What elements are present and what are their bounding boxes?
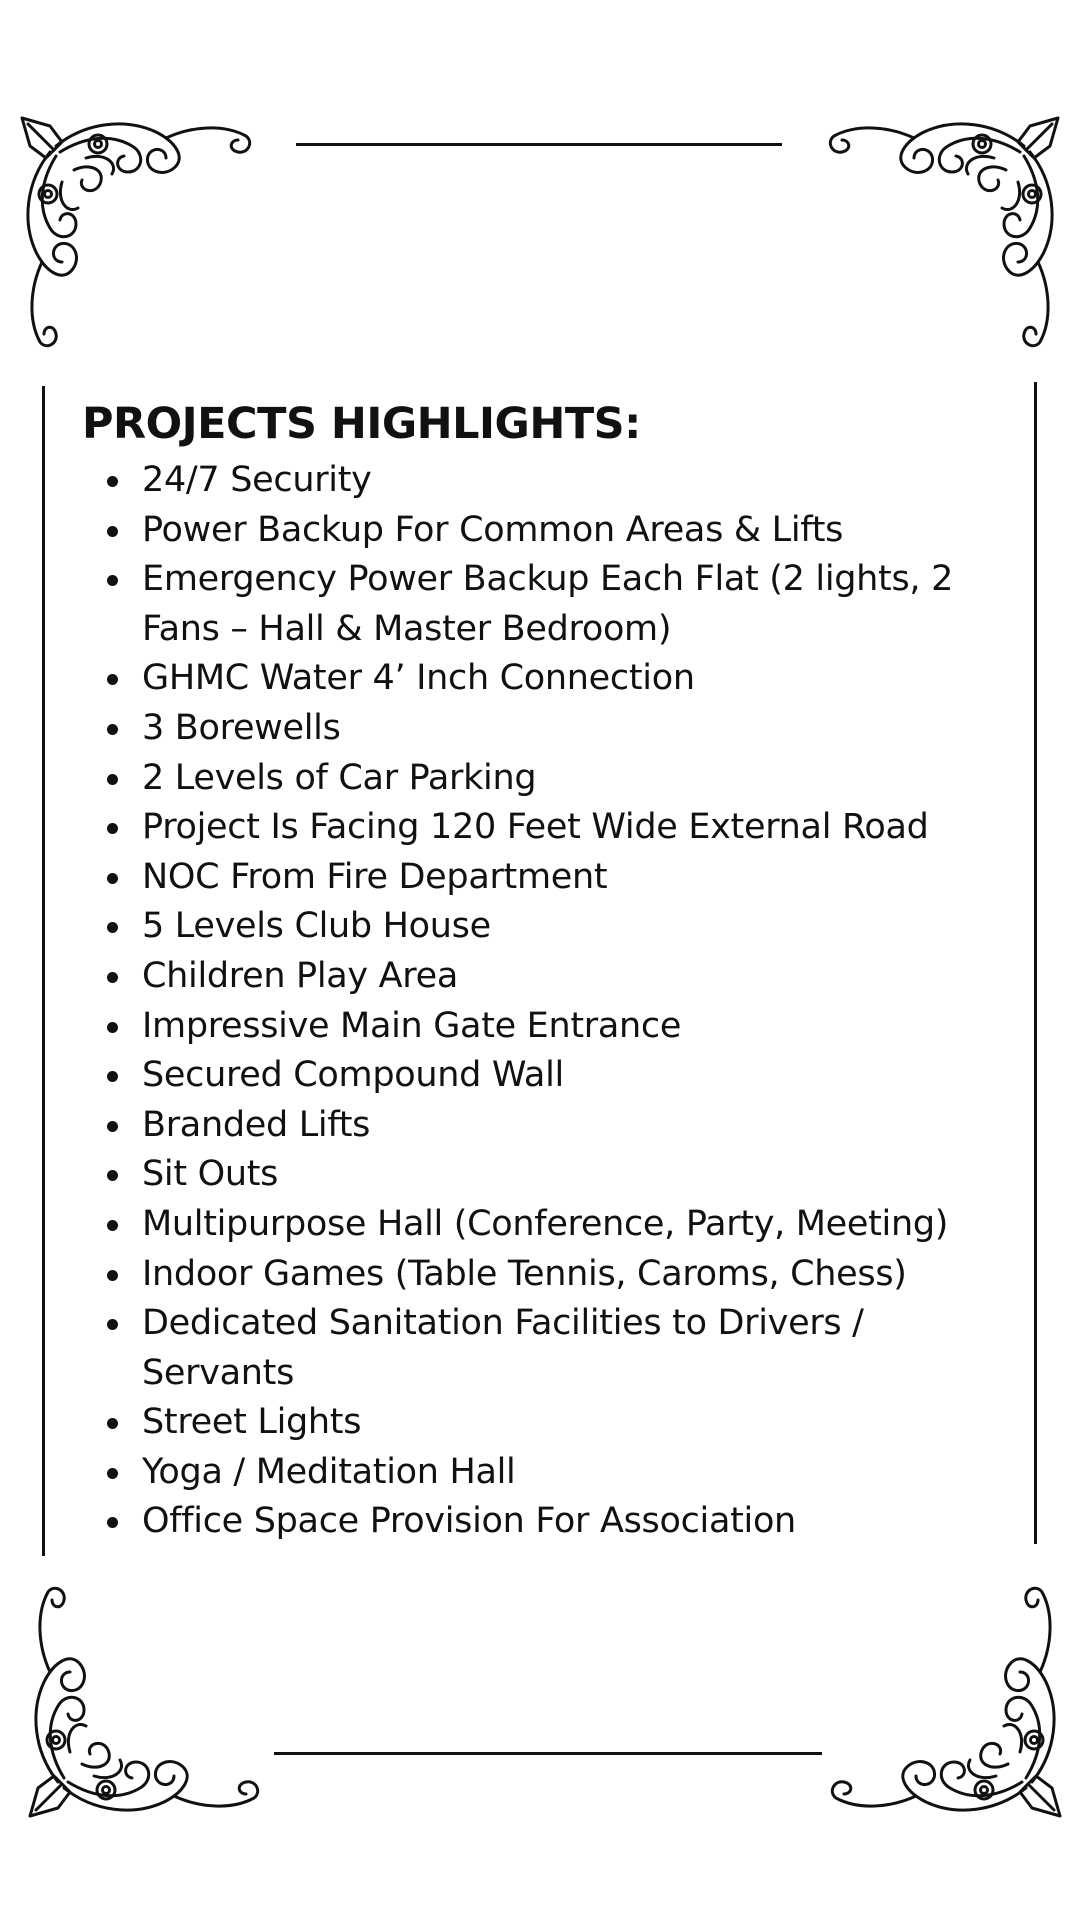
bullet-icon <box>107 1022 118 1033</box>
list-item <box>82 456 982 506</box>
bullet-icon <box>107 1270 118 1281</box>
list-item <box>82 1398 982 1448</box>
bullet-icon <box>107 1468 118 1479</box>
list-item-text: 3 Borewells <box>142 707 341 748</box>
list-item-text: Street Lights <box>142 1402 362 1443</box>
list-item-text: 2 Levels of Car Parking <box>142 757 537 798</box>
list-item <box>82 654 982 704</box>
bullet-icon <box>107 823 118 834</box>
list-item <box>82 1250 982 1300</box>
list-item <box>82 952 982 1002</box>
bottom-right-ornament-icon <box>826 1582 1066 1822</box>
top-left-ornament-icon <box>16 112 256 352</box>
bullet-icon <box>107 1517 118 1528</box>
list-item-text: 24/7 Security <box>142 460 372 500</box>
bullet-icon <box>107 1319 118 1330</box>
list-item-text: Children Play Area <box>142 955 459 996</box>
top-right-ornament-icon <box>824 112 1064 352</box>
list-item-text: Project Is Facing 120 Feet Wide External Road <box>142 807 929 848</box>
bullet-icon <box>107 1121 118 1132</box>
list-item <box>82 704 982 754</box>
list-item-text: Indoor Games (Table Tennis, Caroms, Chess) <box>142 1253 907 1294</box>
list-item-text: Branded Lifts <box>142 1104 371 1145</box>
list-item <box>82 1200 982 1250</box>
bullet-icon <box>107 575 118 586</box>
list-item <box>82 555 982 654</box>
list-item <box>82 506 982 556</box>
list-item <box>82 853 982 903</box>
list-item <box>82 1299 982 1398</box>
list-item-text: GHMC Water 4’ Inch Connection <box>142 658 695 699</box>
bullet-icon <box>107 674 118 685</box>
list-item-text: Office Space Provision For Association <box>142 1501 796 1542</box>
list-item-text: NOC From Fire Department <box>142 856 608 897</box>
list-item <box>82 754 982 804</box>
bullet-icon <box>107 724 118 735</box>
list-item <box>82 1051 982 1101</box>
list-item-text: Dedicated Sanitation Facilities to Drivers / Servants <box>142 1303 864 1393</box>
bottom-left-ornament-icon <box>24 1582 264 1822</box>
list-item-text: Sit Outs <box>142 1154 279 1195</box>
list-item <box>82 1150 982 1200</box>
list-item-text: Secured Compound Wall <box>142 1055 564 1096</box>
list-item <box>82 1101 982 1151</box>
list-item-text: 5 Levels Club House <box>142 906 491 947</box>
bullet-icon <box>107 1071 118 1082</box>
bullet-icon <box>107 1220 118 1231</box>
bullet-icon <box>107 774 118 785</box>
highlights-section <box>82 398 982 1547</box>
list-item-text: Emergency Power Backup Each Flat (2 lights, 2 Fans – Hall & Master Bedroom) <box>142 559 954 649</box>
bullet-icon <box>107 922 118 933</box>
list-item-text: Multipurpose Hall (Conference, Party, Meeting) <box>142 1203 949 1244</box>
bullet-icon <box>107 1418 118 1429</box>
bullet-icon <box>107 526 118 537</box>
top-divider <box>296 143 782 146</box>
bullet-icon <box>107 972 118 983</box>
list-item-text: Yoga / Meditation Hall <box>142 1451 516 1492</box>
right-frame-line <box>1034 382 1037 1544</box>
bottom-divider <box>274 1752 822 1755</box>
list-item <box>82 1002 982 1052</box>
left-frame-line <box>42 386 45 1556</box>
list-item <box>82 803 982 853</box>
bullet-icon <box>107 873 118 884</box>
list-item-text: Impressive Main Gate Entrance <box>142 1005 682 1046</box>
list-item-text: Power Backup For Common Areas & Lifts <box>142 509 844 550</box>
list-item <box>82 1448 982 1498</box>
list-item <box>82 1497 982 1547</box>
list-item <box>82 902 982 952</box>
bullet-icon <box>107 476 118 487</box>
bullet-icon <box>107 1170 118 1181</box>
highlights-list <box>82 456 982 1547</box>
page-title: PROJECTS HIGHLIGHTS: <box>82 399 641 449</box>
